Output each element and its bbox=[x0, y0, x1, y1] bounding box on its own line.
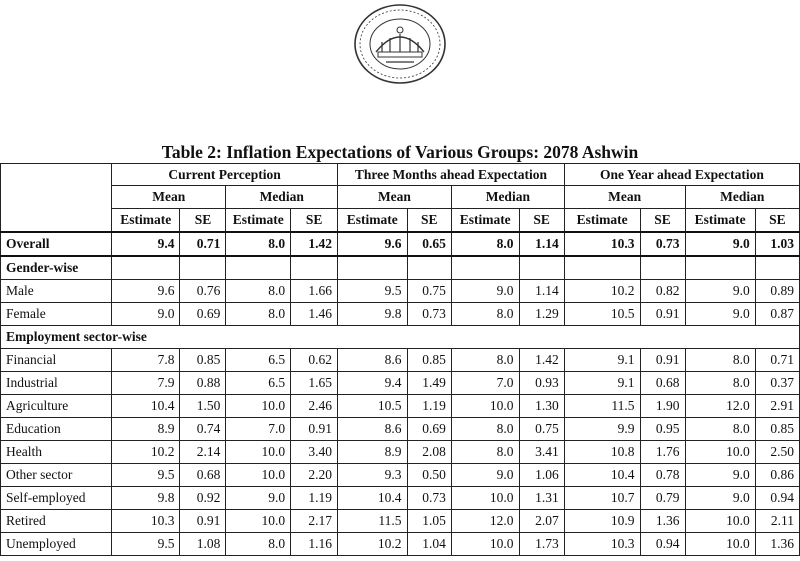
estimate-cell: 10.5 bbox=[564, 303, 640, 326]
se-cell: 0.85 bbox=[755, 418, 799, 441]
row-label: Male bbox=[1, 280, 112, 303]
se-cell: 0.73 bbox=[640, 232, 685, 256]
se-cell: 1.42 bbox=[519, 349, 564, 372]
stat-header-mean: Mean bbox=[564, 186, 685, 209]
estimate-cell: 10.4 bbox=[564, 464, 640, 487]
group-header-three-months: Three Months ahead Expectation bbox=[338, 164, 565, 186]
stat-header-mean: Mean bbox=[338, 186, 452, 209]
estimate-cell: 8.0 bbox=[226, 232, 291, 256]
stat-header-median: Median bbox=[451, 186, 564, 209]
estimate-cell: 10.5 bbox=[338, 395, 408, 418]
corner-cell bbox=[1, 164, 112, 233]
se-cell: 1.29 bbox=[519, 303, 564, 326]
estimate-cell: 8.9 bbox=[338, 441, 408, 464]
estimate-cell: 7.9 bbox=[112, 372, 180, 395]
table-row bbox=[1, 372, 800, 395]
se-cell: 0.75 bbox=[519, 418, 564, 441]
stat-header-mean: Mean bbox=[112, 186, 226, 209]
estimate-cell: 9.0 bbox=[685, 232, 755, 256]
estimate-cell: 10.3 bbox=[564, 232, 640, 256]
estimate-cell: 8.0 bbox=[226, 280, 291, 303]
estimate-cell: 10.0 bbox=[451, 395, 519, 418]
se-cell: 0.94 bbox=[755, 487, 799, 510]
sub-header-se: SE bbox=[755, 209, 799, 233]
sub-header-estimate: Estimate bbox=[451, 209, 519, 233]
row-label: Health bbox=[1, 441, 112, 464]
estimate-cell: 9.6 bbox=[112, 280, 180, 303]
se-cell: 0.37 bbox=[755, 372, 799, 395]
se-cell: 1.05 bbox=[407, 510, 451, 533]
se-cell: 2.50 bbox=[755, 441, 799, 464]
estimate-cell: 9.0 bbox=[112, 303, 180, 326]
stat-header-median: Median bbox=[685, 186, 799, 209]
estimate-cell: 8.0 bbox=[451, 418, 519, 441]
sub-header-se: SE bbox=[180, 209, 226, 233]
group-header-one-year: One Year ahead Expectation bbox=[564, 164, 799, 186]
table-row bbox=[1, 395, 800, 418]
estimate-cell: 8.0 bbox=[685, 349, 755, 372]
se-cell: 0.85 bbox=[407, 349, 451, 372]
row-label: Overall bbox=[1, 232, 112, 256]
se-cell: 1.73 bbox=[519, 533, 564, 556]
estimate-cell: 10.0 bbox=[226, 395, 291, 418]
row-label: Gender-wise bbox=[1, 256, 112, 280]
se-cell: 2.14 bbox=[180, 441, 226, 464]
se-cell: 0.93 bbox=[519, 372, 564, 395]
row-label: Unemployed bbox=[1, 533, 112, 556]
sub-header-estimate: Estimate bbox=[112, 209, 180, 233]
se-cell: 0.94 bbox=[640, 533, 685, 556]
estimate-cell: 10.4 bbox=[112, 395, 180, 418]
se-cell: 0.71 bbox=[180, 232, 226, 256]
stat-header-median: Median bbox=[226, 186, 338, 209]
estimate-cell: 10.0 bbox=[451, 533, 519, 556]
estimate-cell: 10.7 bbox=[564, 487, 640, 510]
se-cell: 1.14 bbox=[519, 232, 564, 256]
estimate-cell: 9.3 bbox=[338, 464, 408, 487]
se-cell: 1.50 bbox=[180, 395, 226, 418]
se-cell: 0.69 bbox=[407, 418, 451, 441]
table-row bbox=[1, 303, 800, 326]
se-cell: 2.20 bbox=[291, 464, 338, 487]
sub-header-estimate: Estimate bbox=[685, 209, 755, 233]
estimate-cell: 9.1 bbox=[564, 349, 640, 372]
estimate-cell: 7.8 bbox=[112, 349, 180, 372]
estimate-cell: 10.2 bbox=[112, 441, 180, 464]
estimate-cell: 10.4 bbox=[338, 487, 408, 510]
sub-header-se: SE bbox=[407, 209, 451, 233]
se-cell: 1.14 bbox=[519, 280, 564, 303]
estimate-cell: 9.0 bbox=[226, 487, 291, 510]
se-cell: 1.90 bbox=[640, 395, 685, 418]
sub-header-estimate: Estimate bbox=[564, 209, 640, 233]
se-cell: 0.62 bbox=[291, 349, 338, 372]
estimate-cell bbox=[451, 256, 519, 280]
estimate-cell: 8.0 bbox=[226, 303, 291, 326]
table-row bbox=[1, 418, 800, 441]
estimate-cell: 10.0 bbox=[226, 510, 291, 533]
se-cell: 1.46 bbox=[291, 303, 338, 326]
se-cell: 0.91 bbox=[291, 418, 338, 441]
table-row bbox=[1, 256, 800, 280]
estimate-cell bbox=[226, 256, 291, 280]
estimate-cell: 8.0 bbox=[685, 418, 755, 441]
estimate-cell bbox=[338, 256, 408, 280]
sub-header-se: SE bbox=[519, 209, 564, 233]
se-cell: 0.75 bbox=[407, 280, 451, 303]
se-cell: 2.11 bbox=[755, 510, 799, 533]
se-cell: 0.91 bbox=[180, 510, 226, 533]
estimate-cell: 9.4 bbox=[112, 232, 180, 256]
se-cell bbox=[407, 256, 451, 280]
estimate-cell: 9.8 bbox=[112, 487, 180, 510]
table-row bbox=[1, 441, 800, 464]
se-cell: 1.36 bbox=[755, 533, 799, 556]
estimate-cell: 9.0 bbox=[685, 280, 755, 303]
row-label: Self-employed bbox=[1, 487, 112, 510]
se-cell: 2.08 bbox=[407, 441, 451, 464]
se-cell: 1.08 bbox=[180, 533, 226, 556]
se-cell: 2.91 bbox=[755, 395, 799, 418]
estimate-cell: 9.6 bbox=[338, 232, 408, 256]
estimate-cell: 9.5 bbox=[338, 280, 408, 303]
estimate-cell: 8.6 bbox=[338, 349, 408, 372]
estimate-cell: 10.0 bbox=[451, 487, 519, 510]
estimate-cell: 10.0 bbox=[226, 464, 291, 487]
se-cell: 1.66 bbox=[291, 280, 338, 303]
estimate-cell: 9.0 bbox=[685, 303, 755, 326]
se-cell: 1.16 bbox=[291, 533, 338, 556]
estimate-cell: 8.0 bbox=[226, 533, 291, 556]
estimate-cell: 8.0 bbox=[451, 441, 519, 464]
estimate-cell: 12.0 bbox=[685, 395, 755, 418]
row-label: Agriculture bbox=[1, 395, 112, 418]
se-cell: 1.36 bbox=[640, 510, 685, 533]
row-label: Other sector bbox=[1, 464, 112, 487]
se-cell: 0.87 bbox=[755, 303, 799, 326]
inflation-expectations-table bbox=[0, 163, 800, 556]
sub-header-se: SE bbox=[291, 209, 338, 233]
se-cell: 2.07 bbox=[519, 510, 564, 533]
se-cell: 0.68 bbox=[180, 464, 226, 487]
table-row bbox=[1, 326, 800, 349]
se-cell: 1.65 bbox=[291, 372, 338, 395]
se-cell bbox=[640, 256, 685, 280]
estimate-cell: 10.0 bbox=[226, 441, 291, 464]
se-cell: 0.82 bbox=[640, 280, 685, 303]
row-label: Financial bbox=[1, 349, 112, 372]
se-cell: 1.04 bbox=[407, 533, 451, 556]
se-cell: 0.50 bbox=[407, 464, 451, 487]
se-cell: 1.06 bbox=[519, 464, 564, 487]
estimate-cell: 10.0 bbox=[685, 533, 755, 556]
estimate-cell: 7.0 bbox=[451, 372, 519, 395]
estimate-cell: 9.0 bbox=[451, 464, 519, 487]
table-row bbox=[1, 533, 800, 556]
se-cell: 0.95 bbox=[640, 418, 685, 441]
estimate-cell: 8.6 bbox=[338, 418, 408, 441]
se-cell: 0.68 bbox=[640, 372, 685, 395]
table-title: Table 2: Inflation Expectations of Various Groups: 2078 Ashwin bbox=[161, 142, 639, 162]
estimate-cell: 8.0 bbox=[451, 232, 519, 256]
estimate-cell: 8.0 bbox=[451, 349, 519, 372]
se-cell: 1.19 bbox=[291, 487, 338, 510]
se-cell: 0.74 bbox=[180, 418, 226, 441]
se-cell: 0.91 bbox=[640, 303, 685, 326]
se-cell: 0.73 bbox=[407, 487, 451, 510]
sub-header-estimate: Estimate bbox=[226, 209, 291, 233]
se-cell: 2.17 bbox=[291, 510, 338, 533]
se-cell: 1.19 bbox=[407, 395, 451, 418]
estimate-cell: 12.0 bbox=[451, 510, 519, 533]
estimate-cell: 10.0 bbox=[685, 510, 755, 533]
table-row bbox=[1, 487, 800, 510]
se-cell: 0.92 bbox=[180, 487, 226, 510]
estimate-cell: 10.3 bbox=[564, 533, 640, 556]
estimate-cell: 9.0 bbox=[685, 464, 755, 487]
estimate-cell: 10.2 bbox=[564, 280, 640, 303]
row-label: Education bbox=[1, 418, 112, 441]
estimate-cell: 9.5 bbox=[112, 533, 180, 556]
estimate-cell: 10.9 bbox=[564, 510, 640, 533]
estimate-cell: 7.0 bbox=[226, 418, 291, 441]
estimate-cell: 9.9 bbox=[564, 418, 640, 441]
se-cell: 1.42 bbox=[291, 232, 338, 256]
se-cell bbox=[519, 256, 564, 280]
row-label: Employment sector-wise bbox=[1, 326, 800, 349]
se-cell: 0.78 bbox=[640, 464, 685, 487]
estimate-cell bbox=[685, 256, 755, 280]
se-cell: 0.88 bbox=[180, 372, 226, 395]
sub-header-se: SE bbox=[640, 209, 685, 233]
estimate-cell: 11.5 bbox=[338, 510, 408, 533]
estimate-cell: 9.8 bbox=[338, 303, 408, 326]
row-label: Retired bbox=[1, 510, 112, 533]
se-cell: 1.31 bbox=[519, 487, 564, 510]
se-cell: 3.40 bbox=[291, 441, 338, 464]
bank-emblem-logo bbox=[352, 2, 448, 86]
sub-header-estimate: Estimate bbox=[338, 209, 408, 233]
se-cell: 0.76 bbox=[180, 280, 226, 303]
table-row bbox=[1, 510, 800, 533]
table-row bbox=[1, 464, 800, 487]
estimate-cell: 10.2 bbox=[338, 533, 408, 556]
table-row bbox=[1, 232, 800, 256]
estimate-cell: 8.9 bbox=[112, 418, 180, 441]
estimate-cell: 9.4 bbox=[338, 372, 408, 395]
group-header-current: Current Perception bbox=[112, 164, 338, 186]
estimate-cell: 9.0 bbox=[451, 280, 519, 303]
estimate-cell: 8.0 bbox=[451, 303, 519, 326]
estimate-cell: 9.1 bbox=[564, 372, 640, 395]
se-cell: 0.71 bbox=[755, 349, 799, 372]
row-label: Female bbox=[1, 303, 112, 326]
se-cell: 1.30 bbox=[519, 395, 564, 418]
se-cell: 3.41 bbox=[519, 441, 564, 464]
estimate-cell: 9.0 bbox=[685, 487, 755, 510]
se-cell: 0.69 bbox=[180, 303, 226, 326]
se-cell: 1.76 bbox=[640, 441, 685, 464]
se-cell: 0.85 bbox=[180, 349, 226, 372]
se-cell bbox=[180, 256, 226, 280]
row-label: Industrial bbox=[1, 372, 112, 395]
estimate-cell: 8.0 bbox=[685, 372, 755, 395]
estimate-cell: 9.5 bbox=[112, 464, 180, 487]
se-cell: 2.46 bbox=[291, 395, 338, 418]
estimate-cell: 10.0 bbox=[685, 441, 755, 464]
se-cell: 1.49 bbox=[407, 372, 451, 395]
estimate-cell bbox=[112, 256, 180, 280]
estimate-cell: 10.3 bbox=[112, 510, 180, 533]
table-row bbox=[1, 280, 800, 303]
se-cell: 0.79 bbox=[640, 487, 685, 510]
estimate-cell bbox=[564, 256, 640, 280]
se-cell: 0.91 bbox=[640, 349, 685, 372]
se-cell: 1.03 bbox=[755, 232, 799, 256]
table-row bbox=[1, 349, 800, 372]
se-cell: 0.73 bbox=[407, 303, 451, 326]
se-cell: 0.86 bbox=[755, 464, 799, 487]
se-cell bbox=[755, 256, 799, 280]
se-cell bbox=[291, 256, 338, 280]
estimate-cell: 11.5 bbox=[564, 395, 640, 418]
estimate-cell: 6.5 bbox=[226, 349, 291, 372]
estimate-cell: 6.5 bbox=[226, 372, 291, 395]
se-cell: 0.89 bbox=[755, 280, 799, 303]
se-cell: 0.65 bbox=[407, 232, 451, 256]
estimate-cell: 10.8 bbox=[564, 441, 640, 464]
